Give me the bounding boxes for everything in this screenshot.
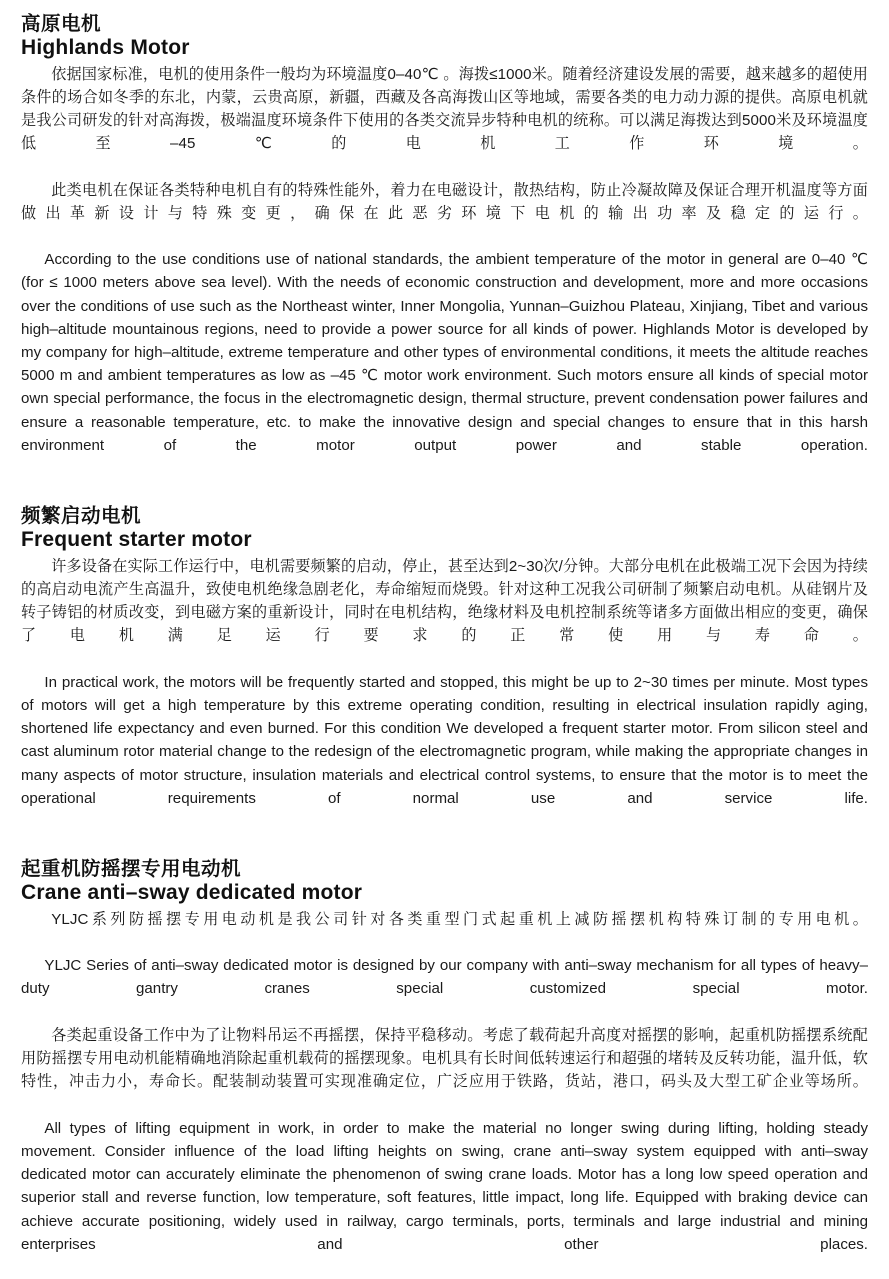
- paragraph-en: All types of lifting equipment in work, in order to make the material no longer swing during lifting, holding steady movement. Consider influence of the load lifting heights on swing, crane anti–sway system equipped with anti–sway dedicated motor can accurately eliminate the phenomenon of swing crane loads. Motor has a long low speed operation and superior stall and reverse function, low temperature, soft features, little impact, long life. Equipped with braking device can achieve accurate positioning, widely used in railway, cargo terminals, ports, terminals and large industrial and mining enterprises and other places.: [21, 1119, 868, 1253]
- section-heading-en: Frequent starter motor: [21, 528, 252, 552]
- section-heading-en: Highlands Motor: [21, 35, 190, 59]
- section-highlands-motor: [21, 14, 868, 480]
- paragraph-en: According to the use conditions use of national standards, the ambient temperature of the motor in general are 0–40 ℃ (for ≤ 1000 meters above sea level). With the needs of economic construction and development, more and more occasions over the conditions of use such as the Northeast winter, Inner Mongolia, Yunnan–Guizhou Plateau, Xinjiang, Tibet and various high–altitude mountainous regions, need to provide a power source for all kinds of power. Highlands Motor is developed by my company for high–altitude, extreme temperature and other types of environmental conditions, it meets the altitude reaches 5000 m and ambient temperatures as low as –45 ℃ motor work environment. Such motors ensure all kinds of special motor own special performance, the focus in the electromagnetic design, thermal structure, prevent condensation power failures and ensure a reasonable temperature, etc. to make the innovative design and special changes to ensure that in this harsh environment of the motor output power and stable operation.: [21, 251, 868, 454]
- paragraph-en: In practical work, the motors will be frequently started and stopped, this might be up to 2~30 times per minute. Most types of motors will get a high temperature by this extreme operating condition, resulting in electrical insulation rapidly aging, shortened life expectancy and even burned. For this condition We developed a frequent starter motor. From silicon steel and cast aluminum rotor material change to the redesign of the electromagnetic program, while making the appropriate changes in many aspects of motor structure, insulation materials and electrical control systems, to ensure that the motor is to meet the operational requirements of normal use and service life.: [21, 673, 868, 807]
- section-heading-cn: 高原电机: [21, 13, 102, 35]
- paragraph-cn: 许多设备在实际工作运行中，电机需要频繁的启动，停止，甚至达到2~30次/分钟。大部分电机在此极端工况下会因为持续的高启动电流产生高温升，致使电机绝缘急剧老化，寿命缩短而烧毁。针对这种工况我公司研制了频繁启动电机。从硅钢片及转子铸铝的材质改变，到电磁方案的重新设计，同时在电机结构，绝缘材料及电机控制系统等诸多方面做出相应的变更，确保了电机满足运行要求的正常使用与寿命。: [21, 557, 868, 645]
- paragraph-cn: YLJC系列防摇摆专用电动机是我公司针对各类重型门式起重机上减防摇摆机构特殊订制的专用电机。: [51, 910, 868, 928]
- section-heading-en: Crane anti–sway dedicated motor: [21, 881, 363, 905]
- paragraph-cn: 此类电机在保证各类特种电机自有的特殊性能外，着力在电磁设计，散热结构，防止冷凝故障及保证合理开机温度等方面做出革新设计与特殊变更，确保在此恶劣环境下电机的输出功率及稳定的运行。: [21, 181, 868, 222]
- section-frequent-starter-motor: [21, 506, 868, 833]
- paragraph-cn: 依据国家标准，电机的使用条件一般均为环境温度0–40℃ 。海拨≤1000米。随着经济建设发展的需要，越来越多的超使用条件的场合如冬季的东北，内蒙，云贵高原，新疆，西藏及各高海拨山区等地域，需要各类的电力动力源的提供。高原电机就是我公司研发的针对高海拨，极端温度环境条件下使用的各类交流异步特种电机的统称。可以满足海拨达到5000米及环境温度低至–45℃的电机工作环境。: [21, 65, 868, 153]
- paragraph-cn: 各类起重设备工作中为了让物料吊运不再摇摆，保持平稳移动。考虑了载荷起升高度对摇摆的影响，起重机防摇摆系统配用防摇摆专用电动机能精确地消除起重机载荷的摇摆现象。电机具有长时间低转速运行和超强的堵转及反转功能，温升低，软特性，冲击力小，寿命长。配装制动装置可实现准确定位，广泛应用于铁路，货站，港口，码头及大型工矿企业等场所。: [21, 1026, 868, 1091]
- section-heading-cn: 频繁启动电机: [21, 505, 142, 528]
- section-heading-cn: 起重机防摇摆专用电动机: [21, 858, 242, 881]
- paragraph-en: YLJC Series of anti–sway dedicated motor is designed by our company with anti–sway mechanism for all types of heavy–duty gantry cranes special customized special motor.: [21, 957, 868, 998]
- section-crane-anti-sway-dedicated-motor: [21, 859, 868, 1279]
